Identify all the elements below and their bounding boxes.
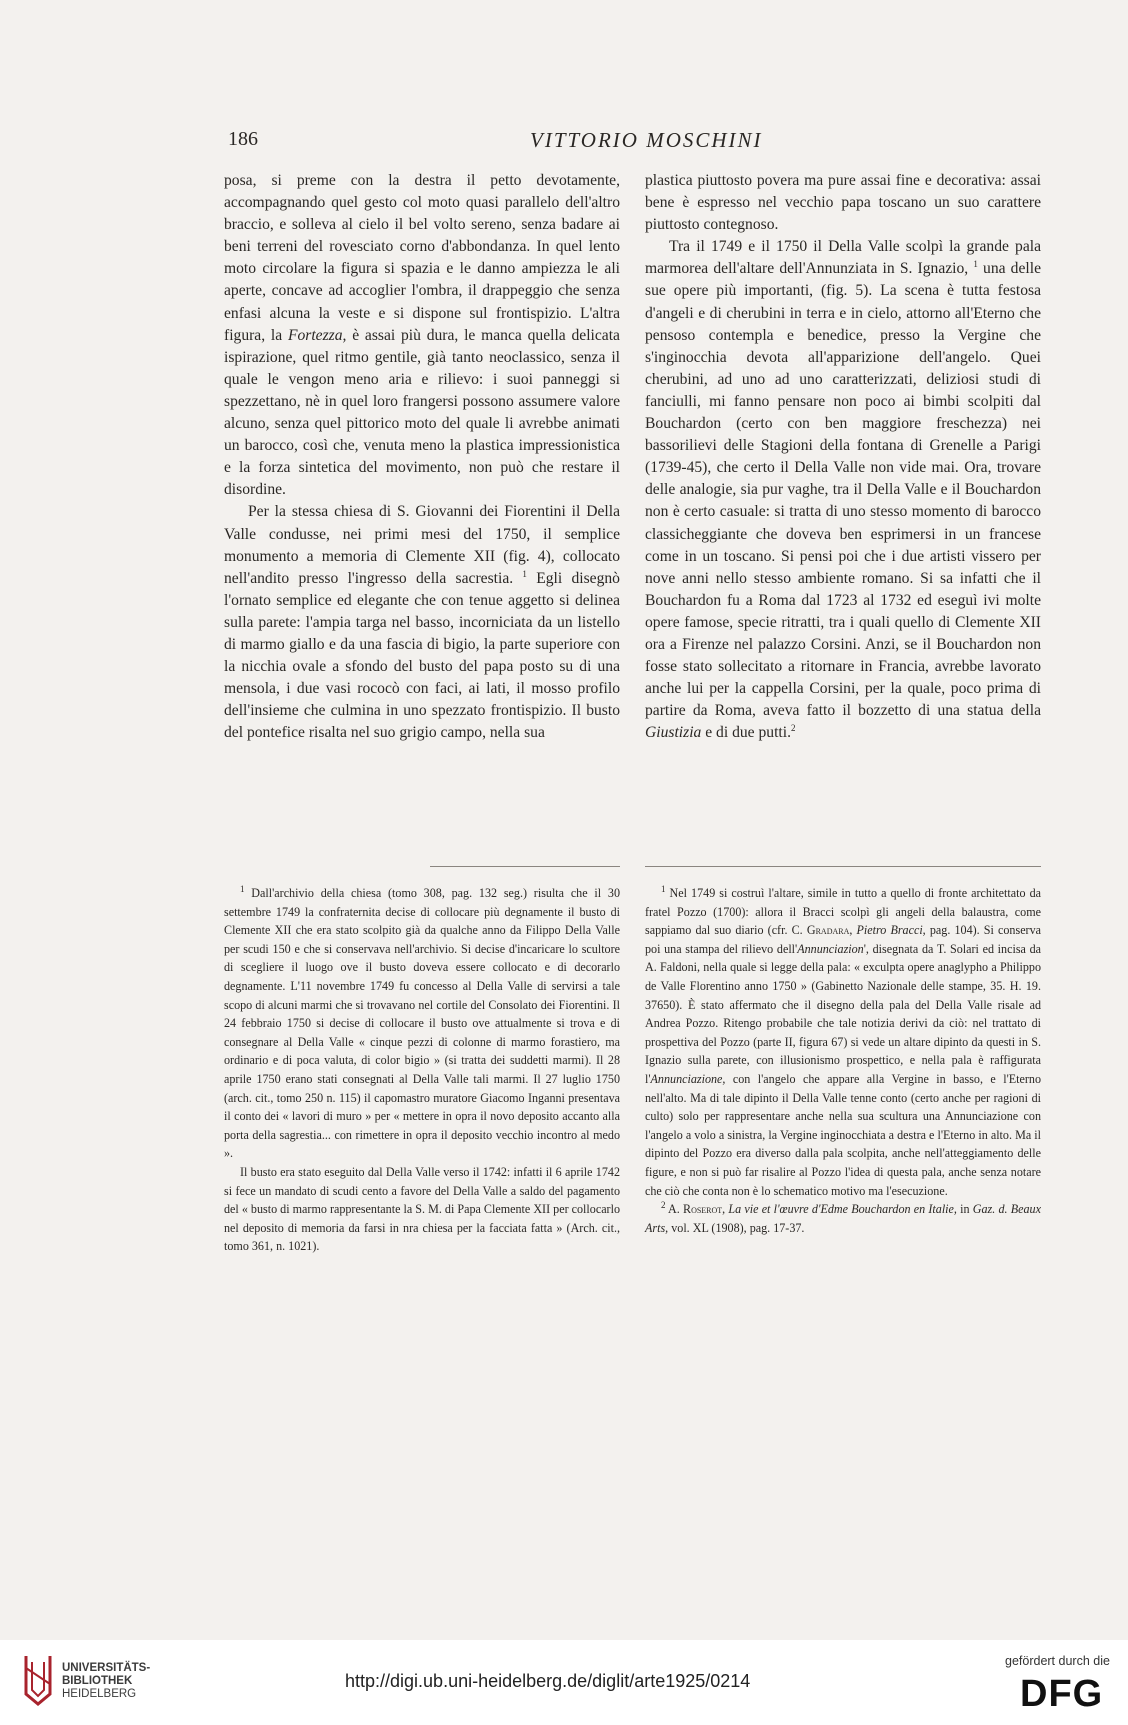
footnote: $^1$ Nel 1749 si costruì l'altare, simile in tutto a quello di fronte architettato da fratel Pozzo (1700): allora il Bracci scolpì gli angeli della balaustra, come sappiamo dal suo diario (cfr. C. Gradara, Pietro Bracci, pag. 104). Si conserva poi una stampa del rilievo dell'Annunciazion', disegnata da T. Solari ed incisa da A. Faldoni, nella quale si legge della pala: « exculpta opere anaglypho a Philippo de Valle Florentino anno 1750 » (Gabinetto Nazionale delle stampe, 35. H. 19. 37650). È stato affermato che il disegno della pala del Della Valle risale ad Andrea Pozzo. Ritengo probabile che tale notizia derivi da ciò: nel trattato di prospettiva del Pozzo (parte II, figura 67) si vede un altare dipinto da questi in S. Ignazio sulla parete, con illusionismo prospettico, e nella pala è raffigurata l'Annunciazione, con l'angelo che appare alla Vergine in basso, e l'Eterno nell'alto. Ma di tale dipinto il Della Valle tenne conto (certo anche per ragioni di culto) solo per rappresentare anche nella sua scultura una Annunciazione con l'angelo a volo a sinistra, la Vergine inginocchiata a destra e l'Eterno in alto. Ma il dipinto del Pozzo era diverso dalla pala scolpita, anche nell'atteggiamento delle figure, e non si può far risalire al Pozzo l'idea di questa pala, anche senza notare che ciò che conta non è lo schematico motivo ma l'esecuzione. [645, 883, 1041, 1198]
body-column-left [224, 170, 620, 744]
footnote: Il busto era stato eseguito dal Della Valle verso il 1742: infatti il 6 aprile 1742 si fece un mandato di scudi cento a favore del Della Valle a saldo del pagamento del « busto di marmo rappresentante la S. M. di Papa Clemente XII per collocarlo nel deposito di memoria da farsi in nra chiesa per la facciata fatta » (Arch. cit., tomo 361, n. 1021). [224, 1164, 620, 1254]
footer-bar [0, 1640, 1128, 1725]
funding-caption: gefördert durch die [1005, 1654, 1110, 1668]
footnote-ref: 2 [791, 723, 796, 734]
dfg-logo: DFG [1020, 1673, 1104, 1715]
paragraph: plastica piuttosto povera ma pure assai fine e decorativa: assai bene è espresso nel vecchio papa toscano un suo carattere piuttosto contegnoso. [645, 172, 1041, 234]
running-head: VITTORIO MOSCHINI [530, 128, 763, 152]
footnote: $^1$ Dall'archivio della chiesa (tomo 308, pag. 132 seg.) risulta che il 30 settembre 1749 la confraternita decise di collocare più degnamente il busto di Clemente XII che era stato scolpito già da qualche anno da Filippo Della Valle per scudi 150 e che si conservava nell'archivio. Si decise d'incaricare lo scultore di scegliere il luogo ove il busto doveva essere collocato e di decorarlo degnamente. L'11 novembre 1749 fu concesso al Della Valle di servirsi a tale scopo di alcuni marmi che si trovavano nel cortile del Consolato dei Fiorentini. Il 24 febbraio 1750 si decise di collocare il busto ove attualmente si trova e di consegnare al Della Valle « cinque pezzi di colonne di marmo forastiero, ma ordinario e di poca valuta, di color bigio » (si tratta dei suddetti marmi). Il 28 aprile 1750 erano stati consegnati al Della Valle tali marmi. Il 27 luglio 1750 (arch. cit., tomo 250 n. 115) il capomastro muratore Giacomo Inganni presentava il conto dei « lavori di muro » per « mettere in opra il novo deposito accanto alla porta della sagrestia... con rimettere in opra il deposito vecchio incontro al medo ». [224, 883, 620, 1161]
footnote-rule [645, 866, 1041, 867]
paragraph: Tra il 1749 e il 1750 il Della Valle scolpì la grande pala marmorea dell'altare dell'Annunziata in S. Ignazio, $^1$ una delle sue opere più importanti, (fig. 5). La scena è tutta festosa d'angeli e di cherubini in terra e in cielo, attorno all'Eterno che pensoso contempla e benedice, presso la Vergine che s'inginocchia devota all'apparizione dell'angelo. Quei cherubini, ad uno ad uno caratterizzati, deliziosi studi di fanciulli, mi fanno pensare non poco ai bimbi scolpiti dal Bouchardon (certo con ben maggiore freschezza) nei bassorilievi delle Stagioni della fontana di Grenelle a Parigi (1739-45), che certo il Della Valle non vide mai. Ora, trovare delle analogie, sia pur vaghe, tra il Della Valle e il Bouchardon non è certo casuale: si tratta di uno stesso momento di barocco classicheggiante che doveva ben esprimersi in un francese come in un toscano. Si pensi poi che i due artisti vissero per nove anni nello stesso ambiente romano. Si sa infatti che il Bouchardon fu a Roma dal 1723 al 1732 ed eseguì ivi molte opere famose, specie ritratti, tra i quali quello di Clemente XII ora a Firenze nel palazzo Corsini. Anzi, se il Bouchardon non fosse stato sollecitato a ritornare in Francia, avrebbe lavorato anche lui per la cappella Corsini, per la quale, poco prima di partire da Roma, aveva fatto il bozzetto di una statua della Giustizia e di due putti.$^2$ [645, 238, 1041, 742]
paragraph: Per la stessa chiesa di S. Giovanni dei Fiorentini il Della Valle condusse, nei primi mesi del 1750, il semplice monumento a memoria di Clemente XII (fig. 4), collocato nell'andito presso l'ingresso della sacrestia. $^1$ Egli disegnò l'ornato semplice ed elegante che con tenue aggetto si delinea sulla parete: l'ampia targa nel basso, incorniciata da un listello di marmo giallo e da una fascia di bigio, la parte superiore con la nicchia ovale a sfondo del busto del papa posto su di una mensola, i due vasi rococò con faci, ai lati, il mosso profilo dell'insieme che culmina in uno spezzato frontispizio. Il busto del pontefice risalta nel suo grigio campo, nella sua [224, 503, 620, 742]
body-column-right [645, 170, 1041, 744]
paragraph: posa, si preme con la destra il petto devotamente, accompagnando quel gesto col moto quasi parallelo dell'altro braccio, e solleva al cielo il bel volto sereno, senza badare ai beni terreni del rovesciato corno d'abbondanza. In quel lento moto circolare la figura si spazia e le danno ampiezza le ali aperte, concave ad accoglier l'ombra, il drappeggio che senza enfasi alcuna la veste e si dispone sul frontispizio. L'altra figura, la Fortezza, è assai più dura, le manca quella delicata ispirazione, quel ritmo gentile, già tanto neoclassico, senza il quale le vengon meno aria e rilievo: i suoi panneggi si spezzettano, nè in quel loro frangersi possono assumere valore alcuno, senza quel pittorico moto del quale li avrebbe animati un barocco, così che, venuta meno la plastica impressionistica e la forza sintetica del movimento, non può che restare il disordine. [224, 172, 620, 499]
footnote-ref: 1 [522, 568, 527, 579]
source-url-link[interactable]: http://digi.ub.uni-heidelberg.de/diglit/arte1925/0214 [345, 1671, 751, 1691]
library-logo-icon [22, 1654, 54, 1706]
footnote-rule [430, 866, 620, 867]
footnote-ref: 1 [973, 259, 978, 270]
footnotes-left [224, 884, 620, 1256]
library-name: UNIVERSITÄTS- BIBLIOTHEK HEIDELBERG [62, 1662, 151, 1700]
footnotes-right [645, 884, 1041, 1237]
page-number: 186 [228, 128, 258, 150]
footnote: $^2$ A. Roserot, La vie et l'œuvre d'Edme Bouchardon en Italie, in Gaz. d. Beaux Arts, vol. XL (1908), pag. 17-37. [645, 1200, 1041, 1235]
